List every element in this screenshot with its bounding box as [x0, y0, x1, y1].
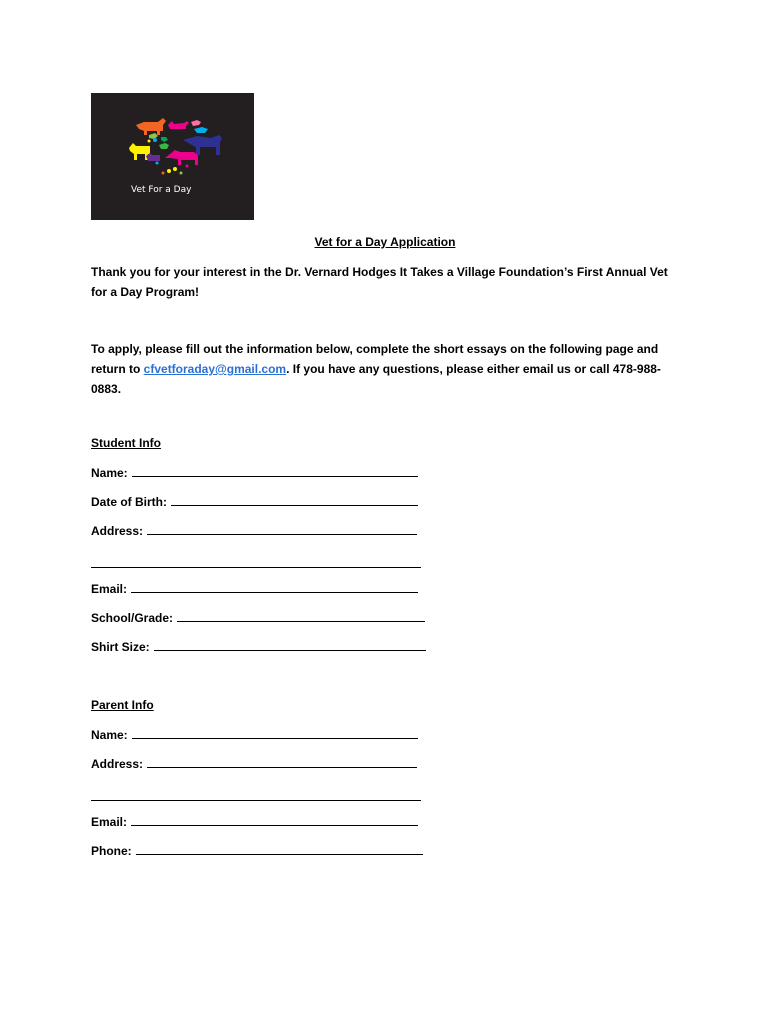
parent-email-field[interactable] — [91, 814, 418, 829]
student-info-heading: Student Info — [91, 436, 161, 450]
parent-info-heading: Parent Info — [91, 698, 154, 712]
student-shirt-line[interactable] — [154, 639, 426, 651]
student-name-label: Name: — [91, 466, 128, 480]
student-shirt-label: Shirt Size: — [91, 640, 150, 654]
student-school-line[interactable] — [177, 610, 425, 622]
parent-phone-label: Phone: — [91, 844, 132, 858]
parent-name-field[interactable] — [91, 727, 418, 742]
parent-address-field[interactable] — [91, 756, 417, 771]
student-address-field[interactable] — [91, 523, 417, 538]
parent-name-line[interactable] — [132, 727, 418, 739]
student-dob-label: Date of Birth: — [91, 495, 167, 509]
logo-animals-graphic — [91, 93, 254, 220]
instructions-text-1: To apply, please fill out the information below, complete the short essays on the following page and return to — [91, 342, 659, 376]
instructions-paragraph — [91, 339, 681, 399]
student-email-line[interactable] — [131, 581, 418, 593]
parent-phone-line[interactable] — [136, 843, 423, 855]
parent-email-line[interactable] — [131, 814, 418, 826]
email-link[interactable]: cfvetforaday@gmail.com — [143, 362, 287, 376]
vet-for-a-day-logo — [91, 93, 254, 220]
student-name-field[interactable] — [91, 465, 418, 480]
student-email-field[interactable] — [91, 581, 418, 596]
student-address-line[interactable] — [147, 523, 417, 535]
student-school-label: School/Grade: — [91, 611, 174, 625]
student-dob-field[interactable] — [91, 494, 418, 509]
student-dob-line[interactable] — [171, 494, 418, 506]
parent-address-label: Address: — [91, 757, 144, 771]
logo-text: Vet For a Day — [131, 185, 192, 195]
student-address-label: Address: — [91, 524, 144, 538]
parent-name-label: Name: — [91, 728, 128, 742]
intro-paragraph: Thank you for your interest in the Dr. Vernard Hodges It Takes a Village Foundation’s First Annual Vet for a Day Program! — [91, 265, 668, 299]
parent-address-line-2[interactable] — [91, 799, 421, 801]
page-title: Vet for a Day Application — [314, 235, 456, 249]
parent-address-line[interactable] — [147, 756, 417, 768]
student-name-line[interactable] — [132, 465, 418, 477]
parent-email-label: Email: — [91, 815, 128, 829]
instructions-text-2: . If you have any questions, please either email us or call 478-988-0883. — [91, 362, 661, 396]
parent-phone-field[interactable] — [91, 843, 423, 858]
student-email-label: Email: — [91, 582, 128, 596]
student-school-field[interactable] — [91, 610, 425, 625]
student-address-line-2[interactable] — [91, 566, 421, 568]
student-shirt-field[interactable] — [91, 639, 426, 654]
